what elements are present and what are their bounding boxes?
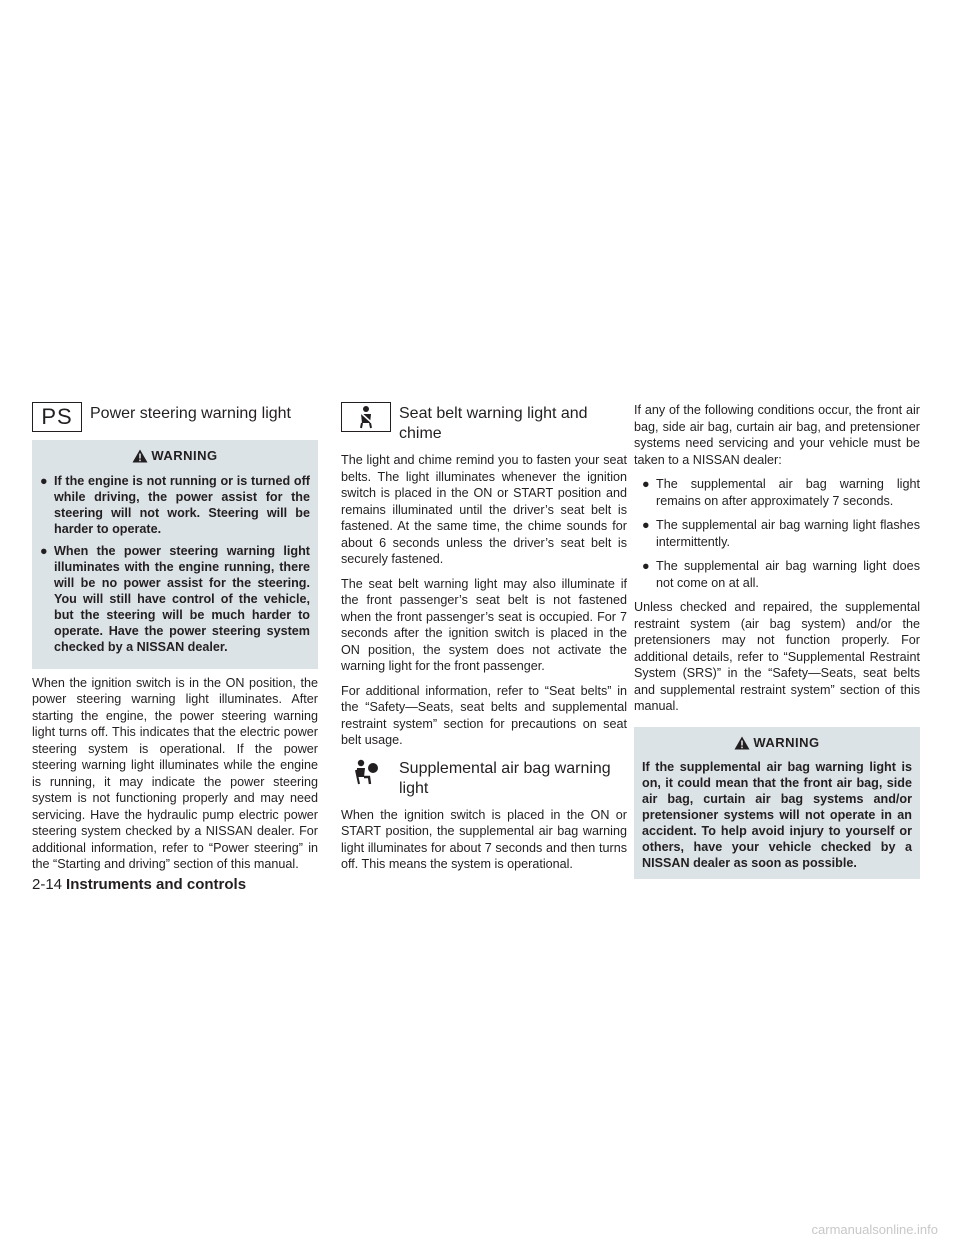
airbag-title: Supplemental air bag warning light — [399, 759, 611, 797]
power-steering-title: Power steering warning light — [90, 405, 291, 422]
ps-warning-icon: PS — [32, 402, 82, 432]
seatbelt-heading — [341, 402, 627, 444]
warning-triangle-icon — [132, 449, 148, 463]
warning-item: ● When the power steering warning light illuminates with the engine running, there will be no power assist for the steering. You will still have control of the vehicle, but the steering will be much harder to operate. Have the power steering system checked by a NISSAN dealer. — [40, 543, 310, 654]
page-footer — [32, 876, 246, 893]
column-2 — [341, 402, 627, 881]
seatbelt-paragraph-3: For additional information, refer to “Seat belts” in the “Safety—Seats, seat belts and supplemental restraint system” section for precautions on seat belt usage. — [341, 683, 627, 747]
airbag-warning-text: If the supplemental air bag warning light is on, it could mean that the front air bag, side air bag, curtain air bag systems and/or pretensioner systems will not operate in an accident. To help avoid injury to yourself or others, have your vehicle checked by a NISSAN dealer as soon as possible. — [642, 760, 912, 870]
condition-item: ● The supplemental air bag warning light flashes intermittently. — [642, 518, 920, 549]
seatbelt-title: Seat belt warning light and chime — [399, 405, 588, 442]
conditions-intro: If any of the following conditions occur, the front air bag, side air bag, curtain air bag, and pretensioner systems need servicing and your vehicle must be taken to a NISSAN dealer: — [634, 403, 920, 467]
srs-body: Unless checked and repaired, the supplemental restraint system (air bag system) and/or the pretensioners may not function properly. For additional details, refer to “Supplemental Restraint System (SRS)” in the “Safety—Seats, seat belts and supplemental restraint system” section of this manual. — [634, 600, 920, 713]
column-3 — [634, 402, 920, 885]
airbag-warning-icon — [341, 757, 391, 787]
seatbelt-warning-icon — [341, 402, 391, 432]
page-number: 2-14 — [32, 876, 63, 893]
warning-triangle-icon — [734, 736, 750, 750]
power-steering-body: When the ignition switch is in the ON position, the power steering warning light illuminates. After starting the engine, the power steering warning light turns off. This indicates that the electric power steering system is operational. If the power steering warning light illuminates while the engine is running, it may indicate the power steering system is not functioning properly and may need servicing. Have the hydraulic pump electric power steering system checked by a NISSAN dealer. For additional information, refer to “Power steering” in the “Starting and driving” section of this manual. — [32, 675, 318, 871]
airbag-heading — [341, 757, 627, 799]
airbag-warning-box — [634, 727, 920, 880]
power-steering-warning-box — [32, 440, 318, 669]
warning-header: WARNING — [642, 731, 912, 760]
bullet-icon: ● — [40, 543, 48, 558]
airbag-paragraph: When the ignition switch is placed in the ON or START position, the supplemental air bag warning light illuminates for about 7 seconds and then turns off. This means the system is operational. — [341, 807, 627, 871]
warning-header: WARNING — [40, 444, 310, 473]
condition-item: ● The supplemental air bag warning light remains on after approximately 7 seconds. — [642, 477, 920, 508]
section-title: Instruments and controls — [66, 876, 247, 893]
condition-item: ● The supplemental air bag warning light does not come on at all. — [642, 559, 920, 590]
warning-item: ● If the engine is not running or is turned off while driving, the power assist for the steering will not work. Steering will be harder to operate. — [40, 473, 310, 536]
bullet-icon: ● — [642, 559, 650, 573]
bullet-icon: ● — [642, 518, 650, 532]
bullet-icon: ● — [40, 473, 48, 488]
power-steering-heading — [32, 402, 318, 432]
seatbelt-paragraph-1: The light and chime remind you to fasten your seat belts. The light illuminates whenever the ignition switch is placed in the ON or START position and remains illuminated until the driver’s seat belt is fastened. At the same time, the chime sounds for about 6 seconds unless the driver’s seat belt is securely fastened. — [341, 453, 627, 566]
column-1 — [32, 402, 318, 881]
seatbelt-paragraph-2: The seat belt warning light may also illuminate if the front passenger’s seat belt is not fastened when the front passenger’s seat is occupied. For 7 seconds after the ignition switch is placed in the ON position, the system does not activate the warning light for the front passenger. — [341, 576, 627, 673]
watermark: carmanualsonline.info — [811, 1222, 938, 1237]
bullet-icon: ● — [642, 477, 650, 491]
